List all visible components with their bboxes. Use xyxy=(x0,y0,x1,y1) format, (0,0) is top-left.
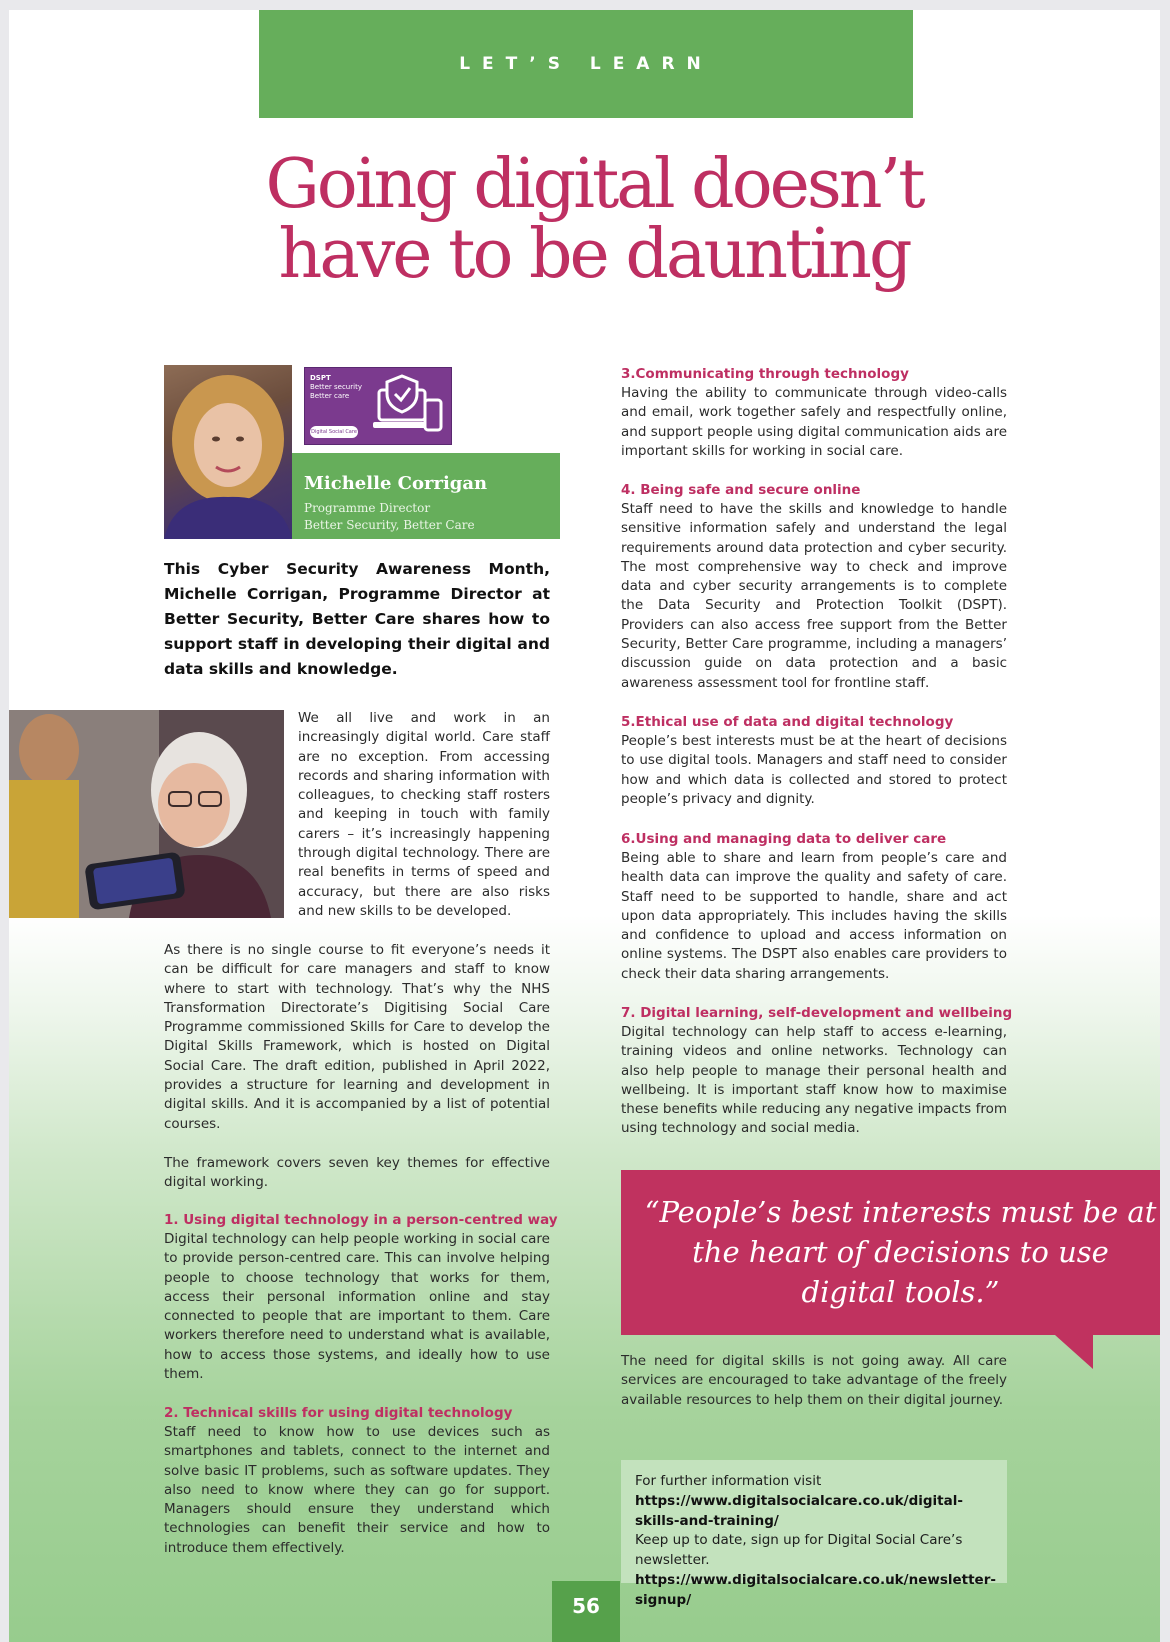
author-organisation: Better Security, Better Care xyxy=(304,518,475,532)
body-paragraph-1: We all live and work in an increasingly digital world. Care staff are no exception. From accessing records and sharing information with colleagues, to checking staff rosters and keeping in touch with family carers – it’s increasingly happening through digital technology. There are real benefits in terms of speed and accuracy, but there are also risks and new skills to be developed. xyxy=(298,710,550,919)
theme-6-text: Being able to share and learn from people’s care and health data can improve the quality and safety of care. Staff need to be supported to handle, share and act upon data appropriately. This includes having the skills and confidence to upload and access information on online systems. The DSPT also enables care providers to check their data sharing arrangements. xyxy=(621,850,1007,982)
magazine-page xyxy=(9,10,1160,1642)
body-paragraph-3: The framework covers seven key themes for effective digital working. xyxy=(164,1155,550,1191)
laptop-shield-icon xyxy=(373,374,445,438)
pull-quote-tail xyxy=(1055,1335,1093,1369)
info-prefix-1: For further information visit xyxy=(635,1473,822,1489)
section-banner: LET’S LEARN xyxy=(259,10,913,118)
theme-7-heading: 7. Digital learning, self-development and wellbeing xyxy=(621,1005,1013,1021)
theme-2-heading: 2. Technical skills for using digital technology xyxy=(164,1405,513,1421)
article-title xyxy=(159,145,1029,294)
care-worker-photo xyxy=(9,710,284,918)
info-prefix-2: Keep up to date, sign up for Digital Social Care’s newsletter. xyxy=(635,1532,963,1569)
theme-1-text: Digital technology can help people working in social care to provide person-centred care. This can involve helping people to choose technology that works for them, access their personal information online and stay connected to people that are important to them. Care workers therefore need to understand what is available, how to access those systems, and ideally how to use them. xyxy=(164,1231,550,1383)
theme-4-text: Staff need to have the skills and knowledge to handle sensitive information safely and understand the legal requirements around data protection and cyber security. The most comprehensive way to check and improve data and cyber security arrangements is to complete the Data Security and Protection Toolkit (DSPT). Providers can also access free support from the Better Security, Better Care programme, including a managers’ discussion guide on data protection and a basic awareness assessment tool for frontline staff. xyxy=(621,501,1007,691)
theme-5-text: People’s best interests must be at the heart of decisions to use digital tools. Managers and staff need to consider how and which data is collected and stored to protect people’s privacy and dignity. xyxy=(621,733,1007,807)
theme-7-text: Digital technology can help staff to access e-learning, training videos and online networks. Technology can also help people to manage their personal health and wellbeing. It is important staff know how to maximise these benefits while reducing any negative impacts from using technology and social media. xyxy=(621,1024,1007,1137)
theme-4-heading: 4. Being safe and secure online xyxy=(621,482,861,498)
pull-quote: “People’s best interests must be at the heart of decisions to use digital tools.” xyxy=(621,1170,1160,1335)
page-number: 56 xyxy=(552,1581,620,1642)
author-role: Programme Director xyxy=(304,501,431,515)
title-line-1: Going digital doesn’t xyxy=(265,145,923,224)
closing-paragraph: The need for digital skills is not going away. All care services are encouraged to take advantage of the freely available resources to help them on their digital journey. xyxy=(621,1353,1007,1408)
theme-3-text: Having the ability to communicate through video-calls and email, work together safely and respectfully online, and support people using digital communication aids are important skills for working in social care. xyxy=(621,385,1007,459)
intro-standfirst: This Cyber Security Awareness Month, Michelle Corrigan, Programme Director at Better Security, Better Care shares how to support staff in developing their digital and data skills and knowledge. xyxy=(164,560,550,678)
theme-3-heading: 3.Communicating through technology xyxy=(621,366,909,382)
newsletter-signup-link[interactable]: https://www.digitalsocialcare.co.uk/newsletter-signup/ xyxy=(635,1571,996,1608)
digital-social-care-logo: Digital Social Care xyxy=(310,426,358,438)
digital-skills-link[interactable]: https://www.digitalsocialcare.co.uk/digital-skills-and-training/ xyxy=(635,1492,963,1529)
author-name: Michelle Corrigan xyxy=(304,473,488,494)
dspt-badge xyxy=(304,367,452,445)
author-photo xyxy=(164,365,292,539)
further-info-box xyxy=(621,1460,1007,1608)
theme-2-text: Staff need to know how to use devices such as smartphones and tablets, connect to the internet and solve basic IT problems, such as software updates. They also need to know where they can go for support. Managers should ensure they understand which technologies can benefit their service and how to introduce them effectively. xyxy=(164,1424,550,1556)
body-paragraph-2: As there is no single course to fit everyone’s needs it can be difficult for care managers and staff to know where to start with technology. That’s why the NHS Transformation Directorate’s Digitising Social Care Programme commissioned Skills for Care to develop the Digital Skills Framework, which is hosted on Digital Social Care. The draft edition, published in April 2022, provides a structure for learning and development in digital skills. And it is accompanied by a list of potential courses. xyxy=(164,942,550,1132)
theme-5-heading: 5.Ethical use of data and digital technology xyxy=(621,714,954,730)
author-namebox xyxy=(292,453,560,539)
theme-1-heading: 1. Using digital technology in a person-centred way xyxy=(164,1212,558,1228)
title-line-2: have to be daunting xyxy=(278,215,910,294)
dspt-badge-text: DSPT Better security Better care xyxy=(310,374,362,400)
theme-6-heading: 6.Using and managing data to deliver care xyxy=(621,831,947,847)
